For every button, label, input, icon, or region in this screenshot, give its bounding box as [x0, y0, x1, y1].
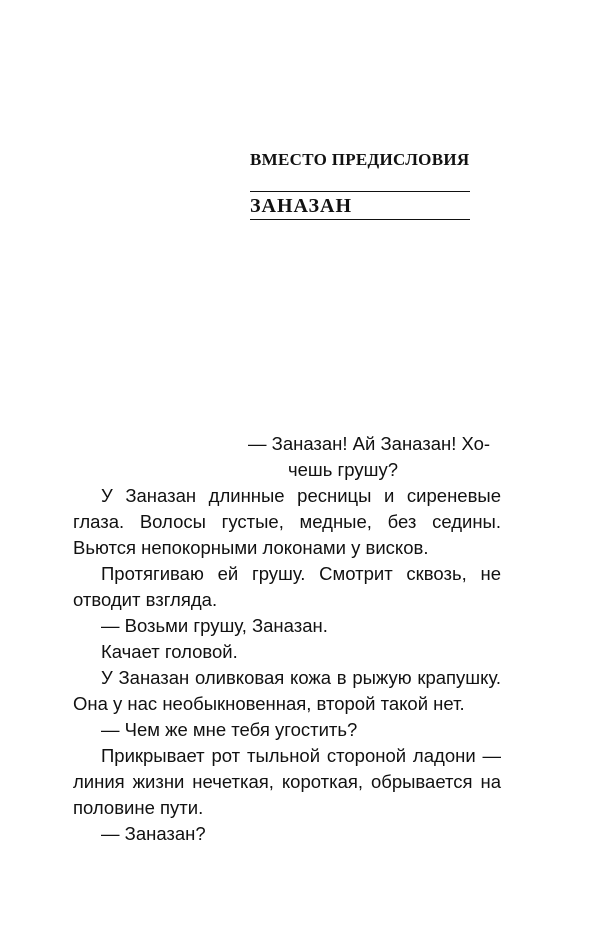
paragraph: Качает головой.	[101, 641, 238, 662]
chapter-title: ЗАНАЗАН	[250, 195, 353, 217]
section-label: ВМЕСТО ПРЕДИСЛОВИЯ	[250, 150, 470, 169]
body-text	[73, 483, 501, 847]
paragraph: У Заназан длинные ресницы и сиреневые глаза. Волосы густые, медные, без седины. Вьются непокорными локонами у висков.	[73, 485, 501, 558]
paragraph: Протягиваю ей грушу. Смотрит сквозь, не отводит взгляда.	[73, 563, 501, 610]
opening-dialogue-line-1: — Заназан! Ай Заназан! Хо-	[248, 433, 491, 454]
paragraph: У Заназан оливковая кожа в рыжую крапушку. Она у нас необыкновенная, второй такой нет.	[73, 667, 501, 714]
paragraph: — Чем же мне тебя угостить?	[101, 719, 358, 740]
opening-dialogue	[248, 431, 500, 483]
paragraph: — Возьми грушу, Заназан.	[101, 615, 328, 636]
title-rule-bottom	[250, 219, 470, 220]
opening-dialogue-line-2: чешь грушу?	[288, 459, 399, 480]
paragraph: Прикрывает рот тыльной стороной ладони — линия жизни нечеткая, короткая, обрывается на половине пути.	[73, 745, 501, 818]
paragraph: — Заназан?	[101, 823, 206, 844]
title-rule-top	[250, 191, 470, 192]
